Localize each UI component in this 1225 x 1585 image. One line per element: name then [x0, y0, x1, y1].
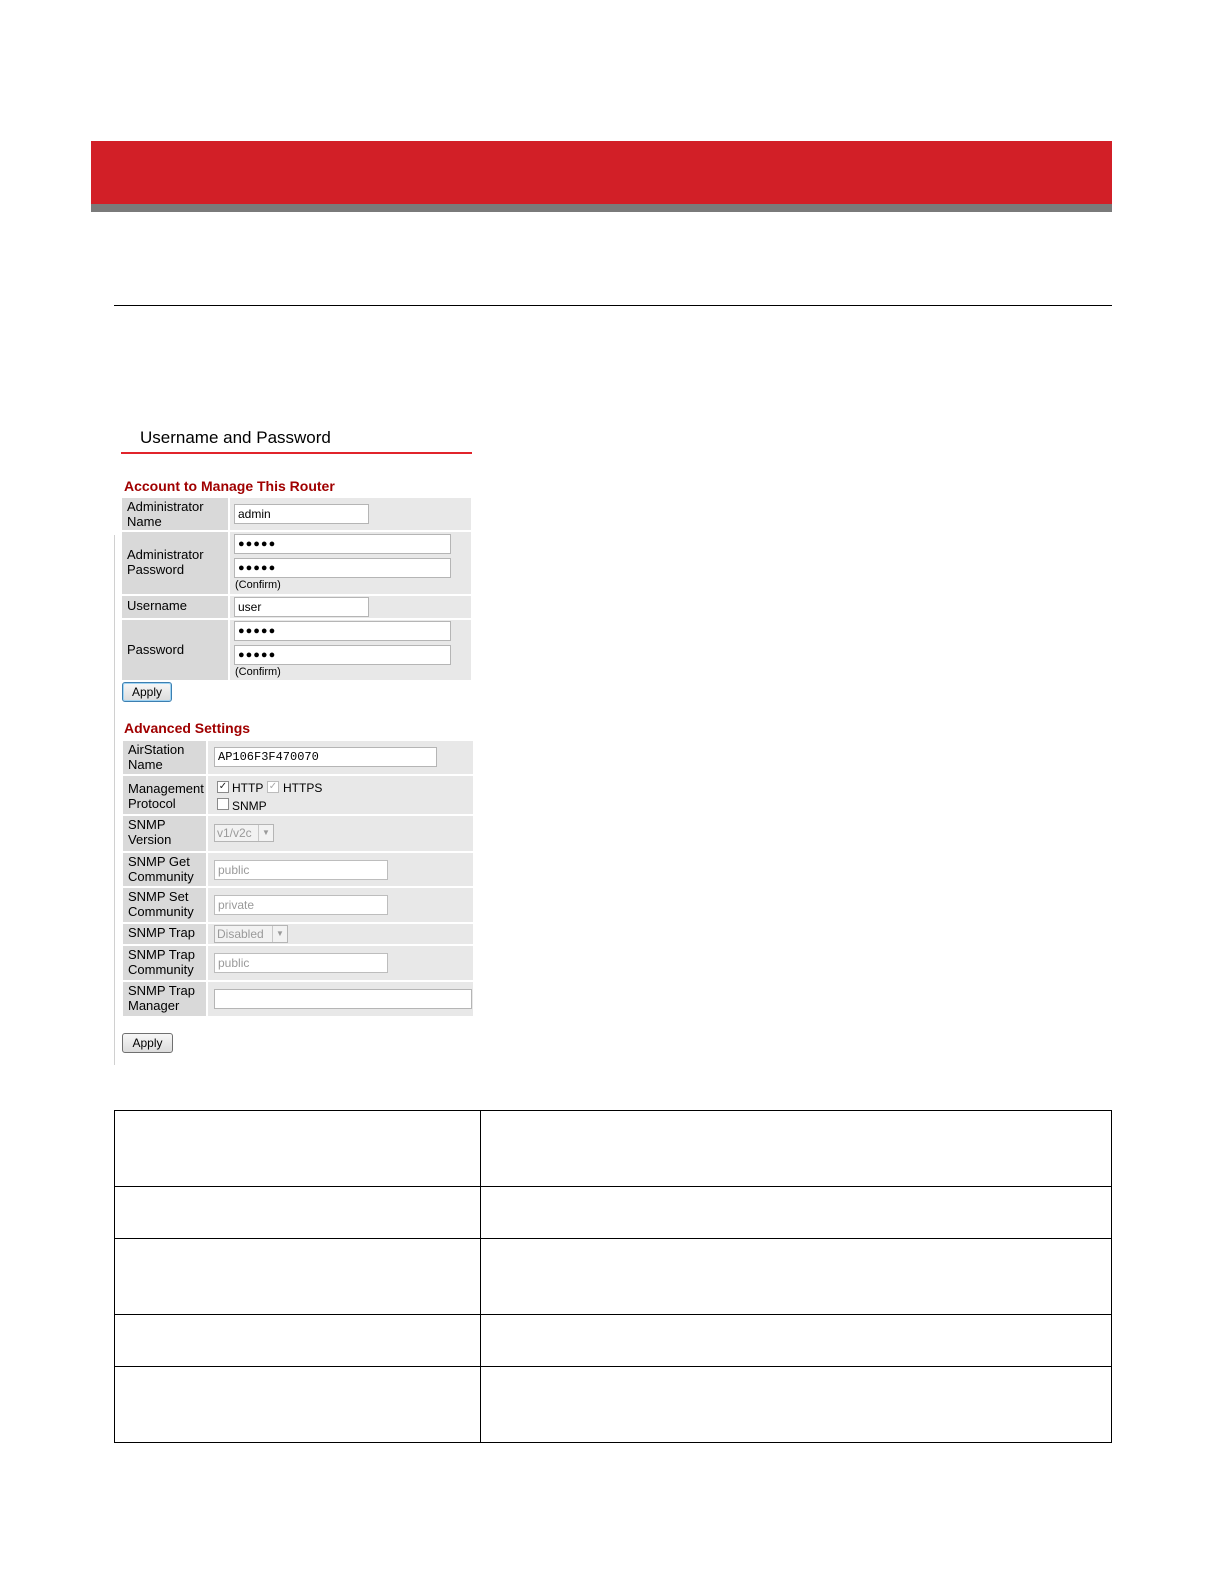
snmp-version-label: SNMP Version — [123, 816, 206, 851]
airstation-name-label: AirStation Name — [123, 741, 206, 774]
airstation-name-cell — [208, 741, 473, 774]
snmp-trap-value: Disabled — [217, 927, 264, 941]
snmp-trap-community-input[interactable]: public — [214, 953, 388, 973]
snmp-set-community-input[interactable]: private — [214, 895, 388, 915]
description-table — [114, 1110, 1112, 1443]
settings-screenshot-panel — [114, 425, 479, 1070]
admin-name-label: Administrator Name — [122, 498, 228, 530]
http-checkbox[interactable]: ✓ — [218, 781, 228, 792]
table-cell — [481, 1239, 1112, 1315]
table-cell — [115, 1187, 481, 1239]
snmp-set-community-label: SNMP Set Community — [123, 888, 206, 922]
table-row — [115, 1315, 1112, 1367]
snmp-trap-label: SNMP Trap — [123, 924, 206, 944]
apply-account-button[interactable]: Apply — [122, 682, 172, 702]
panel-edge — [114, 535, 115, 1065]
username-input[interactable]: user — [234, 597, 369, 617]
table-cell — [481, 1315, 1112, 1367]
snmp-set-community-cell — [208, 888, 473, 922]
table-cell — [115, 1239, 481, 1315]
http-label: HTTP — [232, 781, 264, 795]
chevron-down-icon: ▼ — [272, 926, 287, 942]
airstation-name-input[interactable]: AP106F3F470070 — [214, 747, 437, 767]
table-row — [115, 1239, 1112, 1315]
management-protocol-cell — [208, 776, 473, 814]
snmp-trap-community-cell — [208, 946, 473, 980]
admin-password-input[interactable]: ●●●●● — [234, 534, 451, 554]
username-label: Username — [122, 596, 228, 618]
admin-password-cell — [230, 532, 471, 594]
header-banner-shadow — [91, 204, 1112, 212]
snmp-get-community-label: SNMP Get Community — [123, 853, 206, 886]
admin-name-input[interactable]: admin — [234, 504, 369, 524]
snmp-version-value: v1/v2c — [217, 826, 252, 840]
horizontal-rule — [114, 305, 1112, 306]
table-cell — [115, 1111, 481, 1187]
password-label: Password — [122, 620, 228, 680]
table-cell — [481, 1187, 1112, 1239]
management-protocol-label: Management Protocol — [123, 776, 206, 814]
panel-title-underline — [121, 452, 472, 454]
snmp-version-cell — [208, 816, 473, 851]
snmp-trap-manager-input[interactable] — [214, 989, 472, 1009]
header-banner — [91, 141, 1112, 204]
password-confirm-input[interactable]: ●●●●● — [234, 645, 451, 665]
account-section-title: Account to Manage This Router — [124, 478, 335, 494]
https-label: HTTPS — [283, 781, 323, 795]
snmp-checkbox[interactable] — [217, 798, 229, 810]
table-row — [115, 1111, 1112, 1187]
table-cell — [115, 1367, 481, 1443]
password-confirm-label: (Confirm) — [235, 666, 281, 678]
password-input[interactable]: ●●●●● — [234, 621, 451, 641]
username-cell — [230, 596, 471, 618]
snmp-version-select[interactable] — [214, 824, 274, 842]
snmp-trap-select[interactable] — [214, 925, 288, 943]
snmp-trap-manager-cell — [208, 982, 473, 1016]
advanced-section-title: Advanced Settings — [124, 720, 251, 736]
admin-password-label: Administrator Password — [122, 532, 228, 594]
snmp-get-community-cell — [208, 853, 473, 886]
snmp-get-community-input[interactable]: public — [214, 860, 388, 880]
table-cell — [481, 1367, 1112, 1443]
admin-password-confirm-label: (Confirm) — [235, 579, 281, 591]
table-cell — [115, 1315, 481, 1367]
snmp-trap-cell — [208, 924, 473, 944]
table-row — [115, 1187, 1112, 1239]
panel-title: Username and Password — [140, 428, 331, 447]
snmp-label: SNMP — [232, 799, 267, 813]
snmp-trap-community-label: SNMP Trap Community — [123, 946, 206, 980]
apply-advanced-button[interactable]: Apply — [122, 1033, 173, 1053]
admin-name-cell — [230, 498, 471, 530]
password-cell — [230, 620, 471, 680]
chevron-down-icon: ▼ — [258, 825, 273, 841]
admin-password-confirm-input[interactable]: ●●●●● — [234, 558, 451, 578]
snmp-trap-manager-label: SNMP Trap Manager — [123, 982, 206, 1016]
https-checkbox[interactable]: ✓ — [268, 781, 278, 792]
table-row — [115, 1367, 1112, 1443]
table-cell — [481, 1111, 1112, 1187]
